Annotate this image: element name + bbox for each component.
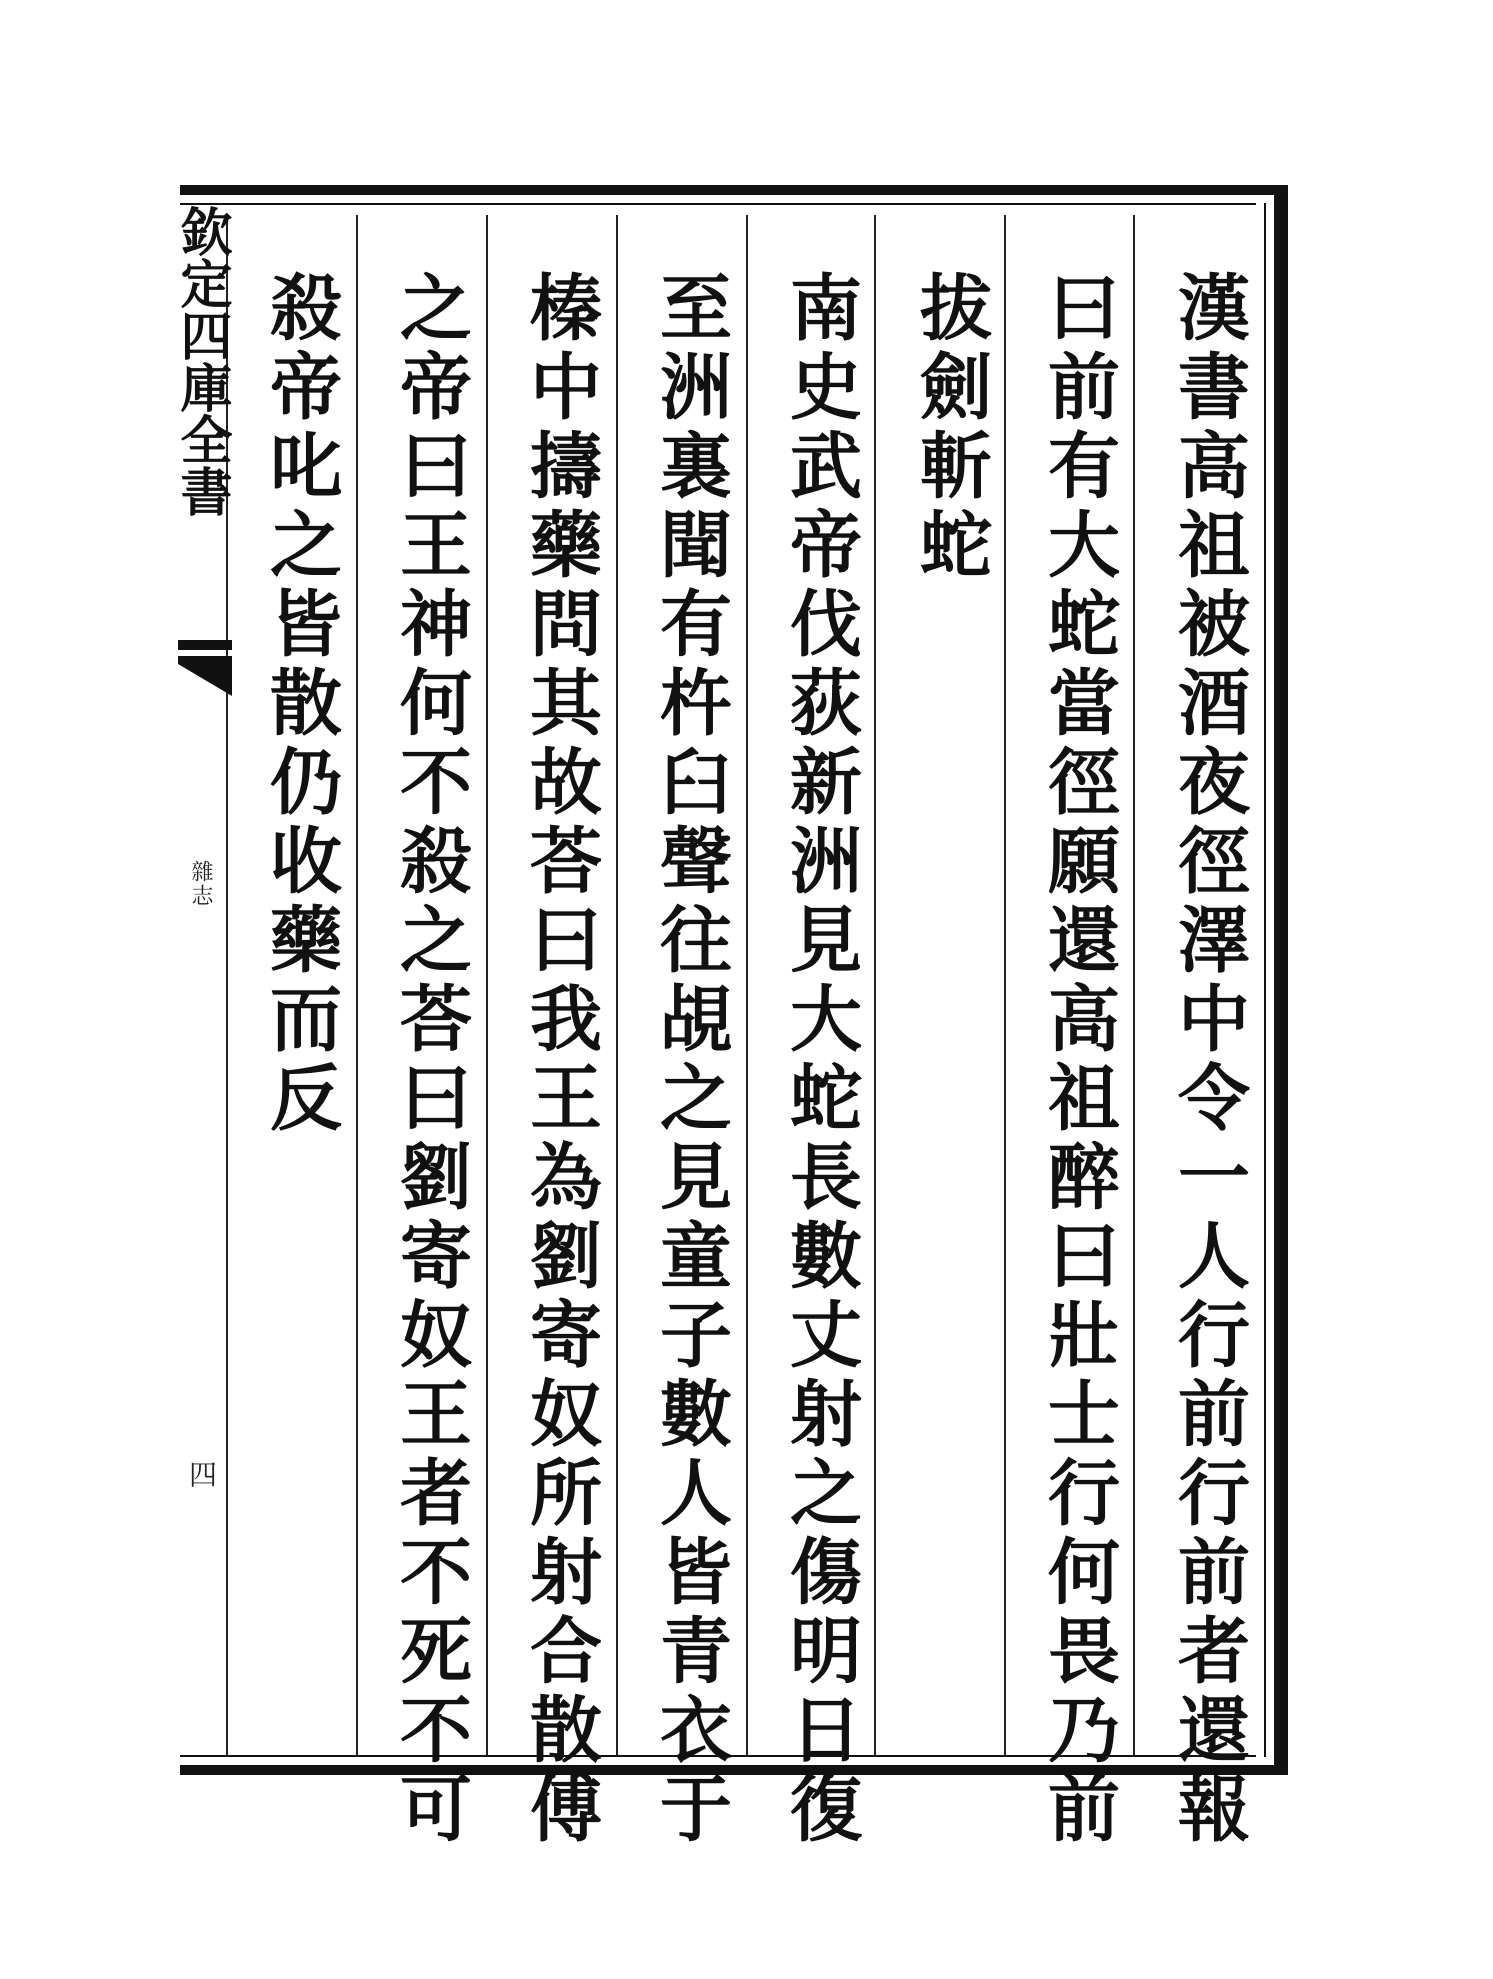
- column-rule: [616, 215, 618, 1755]
- text-column-7: 之帝曰王神何不殺之荅曰劉寄奴王者不死不可: [388, 270, 473, 1850]
- column-rule: [1004, 215, 1006, 1755]
- column-rule: [746, 215, 748, 1755]
- margin-page-number: 四: [185, 1460, 218, 1488]
- text-column-5: 至洲裏聞有杵臼聲往覘之見童子數人皆青衣于: [648, 270, 733, 1850]
- text-column-3: 拔劍斬蛇: [908, 270, 993, 586]
- column-rule: [874, 215, 876, 1755]
- column-rule: [1133, 215, 1135, 1755]
- text-column-6: 榛中擣藥問其故荅曰我王為劉寄奴所射合散傅: [518, 270, 603, 1850]
- column-rule: [486, 215, 488, 1755]
- text-column-4: 南史武帝伐荻新洲見大蛇長數丈射之傷明日復: [778, 270, 863, 1850]
- column-rule: [356, 215, 358, 1755]
- margin-section-label: 雜志: [188, 860, 213, 908]
- text-column-1: 漢書高祖被酒夜徑澤中令一人行前行前者還報: [1166, 270, 1251, 1850]
- fish-tail-mark-icon: [178, 640, 232, 700]
- text-column-8: 殺帝叱之皆散仍收藥而反: [258, 270, 343, 1139]
- text-column-2: 曰前有大蛇當徑願還高祖醉曰壯士行何畏乃前: [1036, 270, 1121, 1850]
- margin-book-title: 欽定四庫全書: [171, 205, 232, 517]
